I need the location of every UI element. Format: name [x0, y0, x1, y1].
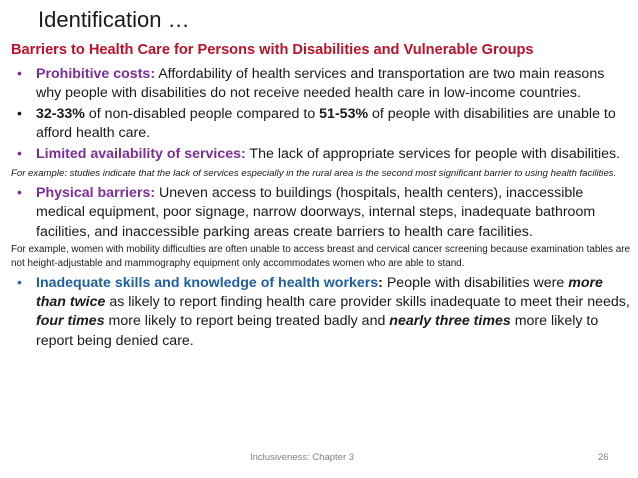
note-physical: For example, women with mobility difficulties are often unable to access breast and cervical cancer screening because examination tables are not height-adjustable and mammography equipment only accommodates women who are able to stand.	[11, 244, 630, 270]
slide-footer: Inclusiveness: Chapter 3	[250, 452, 355, 463]
slide-subtitle: Barriers to Health Care for Persons with Disabilities and Vulnerable Groups	[11, 42, 534, 58]
bullet-colon: :	[378, 274, 383, 291]
bullet-marker: •	[17, 274, 22, 291]
bullet-health-workers	[11, 274, 631, 352]
emphasis-more-than-twice: more than twice	[36, 274, 603, 311]
slide-title: Identification …	[38, 7, 190, 32]
bullet-text: more likely to report being denied care.	[36, 313, 599, 349]
bullet-text: of people with disabilities are unable to afford health care.	[36, 105, 616, 142]
stat-non-disabled: 32-33%	[36, 105, 85, 122]
bullet-marker: •	[17, 66, 22, 82]
bullet-text: People with disabilities were	[382, 274, 569, 291]
bullet-text: as likely to report finding health care provider skills inadequate to meet their needs,	[105, 294, 630, 311]
bullet-marker: •	[17, 185, 22, 202]
bullet-marker: •	[17, 105, 22, 122]
bullet-prohibitive-costs	[11, 65, 631, 104]
emphasis-four-times: four times	[36, 313, 105, 330]
note-services: For example: studies indicate that the lack of services especially in the rural area is the second most significant barrier to using health facilities.	[11, 168, 617, 180]
bullet-physical-barriers	[11, 184, 631, 242]
bullet-marker: •	[17, 145, 22, 162]
bullet-text: more likely to report being treated badly and	[104, 313, 390, 330]
page-number: 26	[598, 452, 609, 463]
emphasis-nearly-three-times: nearly three times	[389, 313, 511, 330]
bullet-text: Uneven access to buildings (hospitals, health centers), inaccessible medical equipment, poor signage, narrow doorways, internal steps, inadequate bathroom facilities, and inaccessible parking areas create barriers to health care facilities.	[36, 185, 596, 240]
bullet-afford-stats	[11, 105, 631, 144]
bullet-text: The lack of appropriate services for people with disabilities.	[245, 145, 621, 162]
slide-content	[11, 65, 631, 352]
bullet-text: Affordability of health services and transportation are two main reasons why people with disabilities do not receive needed health care in low-income countries.	[36, 66, 605, 102]
bullet-label: Prohibitive costs:	[36, 66, 156, 82]
bullet-text: of non-disabled people compared to	[84, 105, 320, 122]
bullet-label: Physical barriers:	[36, 185, 156, 202]
stat-disabled: 51-53%	[319, 105, 369, 122]
bullet-label: Limited availability of services:	[36, 145, 246, 162]
bullet-limited-services	[11, 145, 631, 164]
bullet-label: Inadequate skills and knowledge of health workers	[36, 274, 379, 291]
